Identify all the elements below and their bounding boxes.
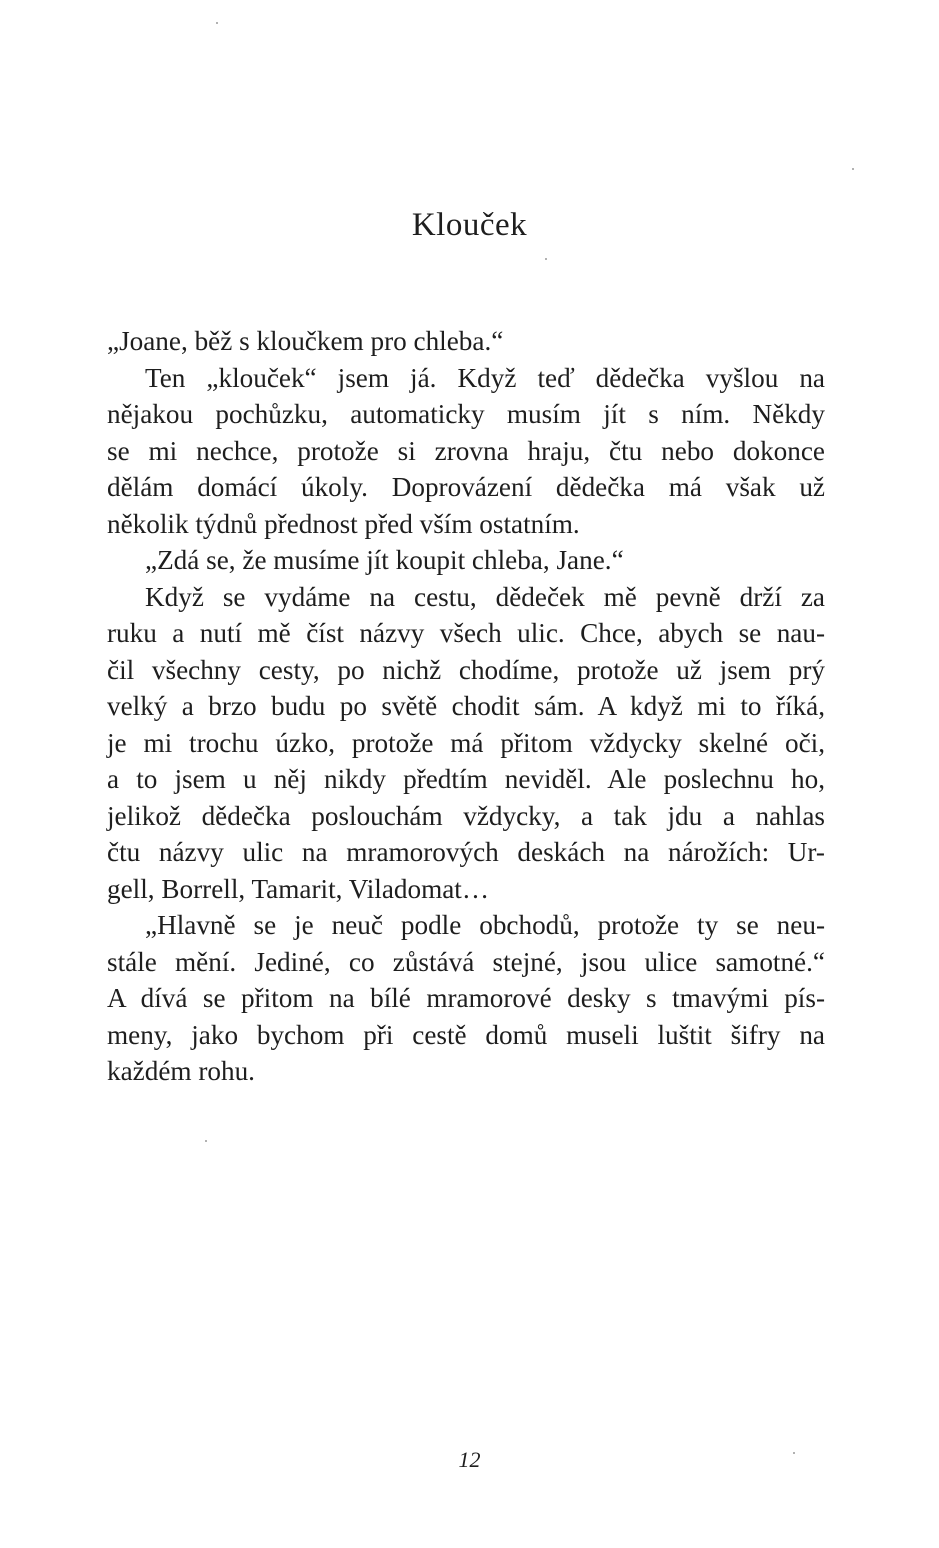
text-line: Když se vydáme na cestu, dědeček mě pevně drží za — [145, 581, 825, 612]
page-number: 12 — [458, 1447, 481, 1472]
text-line: Ten „klouček“ jsem já. Když teď dědečka vyšlou na — [145, 362, 825, 393]
text-line: čtu názvy ulic na mramorových deskách na nárožích: Ur- — [107, 837, 825, 867]
text-line: meny, jako bychom při cestě domů museli luštit šifry na — [107, 1019, 825, 1050]
text-line: „Zdá se, že musíme jít koupit chleba, Jane.“ — [145, 545, 624, 575]
text-line: každém rohu. — [107, 1056, 255, 1086]
text-line: stále mění. Jediné, co zůstává stejné, jsou ulice samotné.“ — [107, 946, 825, 977]
paper-speck — [545, 258, 547, 260]
paper-speck — [216, 22, 218, 24]
text-line: dělám domácí úkoly. Doprovázení dědečka má však už — [107, 472, 825, 502]
paper-speck — [205, 1140, 207, 1142]
text-line: „Hlavně se je neuč podle obchodů, protože ty se neu- — [145, 910, 825, 940]
text-line: ruku a nutí mě číst názvy všech ulic. Chce, abych se nau- — [107, 618, 825, 648]
text-line: a to jsem u něj nikdy předtím neviděl. Ale poslechnu ho, — [107, 764, 825, 794]
text-line: A dívá se přitom na bílé mramorové desky s tmavými pís- — [107, 983, 825, 1013]
chapter-title: Klouček — [411, 207, 528, 243]
text-line: „Joane, běž s kloučkem pro chleba.“ — [107, 326, 504, 356]
text-line: se mi nechce, protože si zrovna hraju, čtu nebo dokonce — [107, 435, 825, 466]
text-line: je mi trochu úzko, protože má přitom vždycky skelné oči, — [107, 727, 825, 758]
text-line: gell, Borrell, Tamarit, Viladomat… — [107, 873, 490, 904]
chapter-body — [107, 323, 825, 1090]
text-line: čil všechny cesty, po nichž chodíme, protože už jsem prý — [107, 654, 825, 685]
text-line: několik týdnů přednost před vším ostatním. — [107, 508, 580, 539]
text-line: nějakou pochůzku, automaticky musím jít s ním. Někdy — [107, 399, 825, 429]
paper-speck — [852, 168, 854, 170]
text-line: velký a brzo budu po světě chodit sám. A když mi to říká, — [107, 691, 825, 721]
text-line: jelikož dědečka poslouchám vždycky, a tak jdu a nahlas — [107, 800, 825, 831]
